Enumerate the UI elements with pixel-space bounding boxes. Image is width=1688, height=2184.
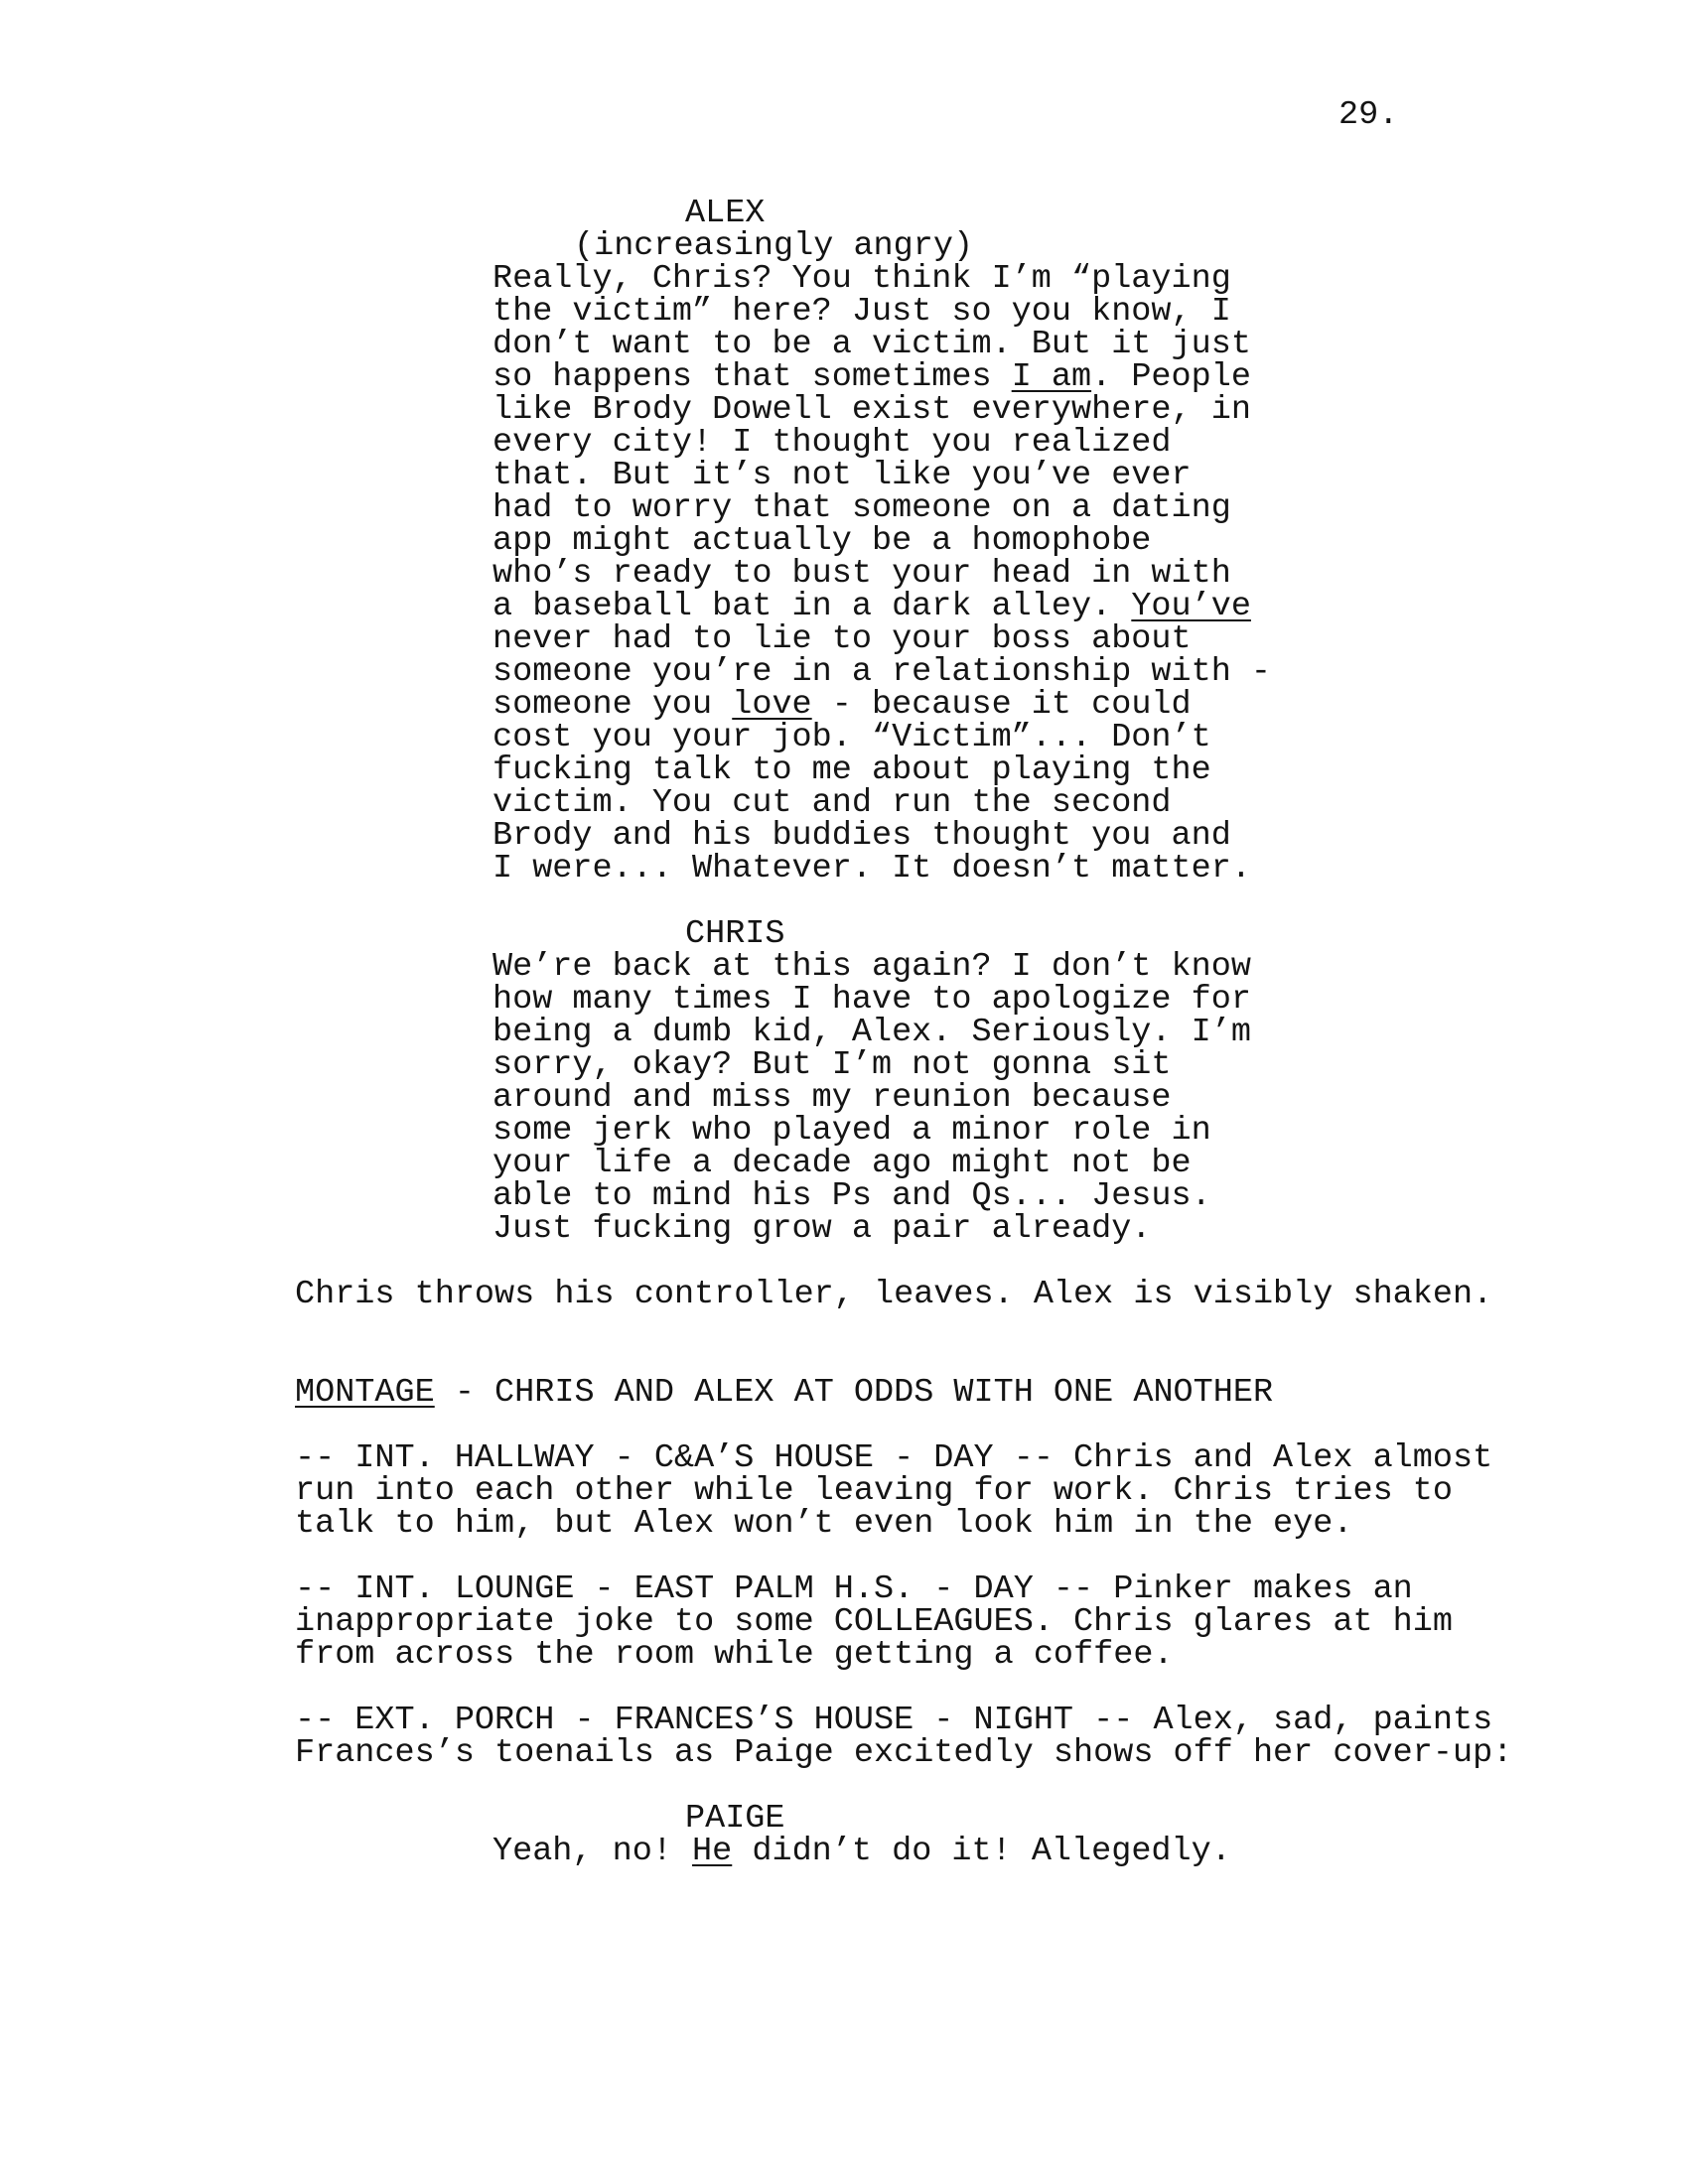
dialogue-line: Just fucking grow a pair already. [492, 1210, 1152, 1248]
underlined-emphasis: I am [1011, 358, 1092, 396]
dialogue-line: your life a decade ago might not be [492, 1145, 1192, 1182]
dialogue-line: Brody and his buddies thought you and [492, 817, 1231, 855]
dialogue-line: around and miss my reunion because [492, 1079, 1172, 1117]
dialogue-line [492, 588, 1251, 625]
dialogue-line: able to mind his Ps and Qs... Jesus. [492, 1177, 1211, 1215]
dialogue-line: never had to lie to your boss about [492, 620, 1192, 658]
character-name-chris: CHRIS [685, 915, 785, 953]
dialogue-line: Really, Chris? You think I’m “playing [492, 260, 1231, 298]
montage-beat-line: run into each other while leaving for work. Chris tries to [295, 1472, 1453, 1510]
dialogue-line: victim. You cut and run the second [492, 784, 1172, 822]
text-run: didn’t do it! Allegedly. [732, 1833, 1231, 1870]
character-name-paige: PAIGE [685, 1800, 785, 1838]
dialogue-line: app might actually be a homophobe [492, 522, 1152, 560]
montage-beat-line: -- INT. HALLWAY - C&A’S HOUSE - DAY -- Chris and Alex almost [295, 1439, 1493, 1477]
dialogue-line: the victim” here? Just so you know, I [492, 293, 1231, 331]
dialogue-line [492, 1833, 1231, 1870]
dialogue-line: someone you’re in a relationship with - [492, 653, 1272, 691]
montage-beat-line: from across the room while getting a coffee. [295, 1636, 1174, 1674]
dialogue-line [492, 358, 1251, 396]
dialogue-line [492, 686, 1192, 724]
dialogue-line: cost you your job. “Victim”... Don’t [492, 719, 1211, 756]
montage-beat-line: -- INT. LOUNGE - EAST PALM H.S. - DAY -- Pinker makes an [295, 1570, 1413, 1608]
dialogue-line: some jerk who played a minor role in [492, 1112, 1211, 1150]
montage-label: MONTAGE [295, 1374, 435, 1412]
parenthetical: (increasingly angry) [574, 227, 974, 265]
underlined-emphasis: love [732, 686, 812, 724]
dialogue-line: sorry, okay? But I’m not gonna sit [492, 1046, 1172, 1084]
page-number: 29. [1338, 96, 1399, 134]
character-name-alex: ALEX [685, 195, 766, 232]
montage-beat-line: talk to him, but Alex won’t even look him in the eye. [295, 1505, 1353, 1543]
text-run: someone you [492, 686, 733, 724]
dialogue-line: fucking talk to me about playing the [492, 751, 1211, 789]
text-run: . People [1091, 358, 1251, 396]
text-run: so happens that sometimes [492, 358, 1012, 396]
dialogue-line: how many times I have to apologize for [492, 981, 1251, 1019]
dialogue-line: that. But it’s not like you’ve ever [492, 457, 1192, 494]
dialogue-line: don’t want to be a victim. But it just [492, 326, 1251, 363]
montage-beat-line: Frances’s toenails as Paige excitedly shows off her cover-up: [295, 1734, 1513, 1772]
action-line: Chris throws his controller, leaves. Alex is visibly shaken. [295, 1276, 1493, 1313]
dialogue-line: like Brody Dowell exist everywhere, in [492, 391, 1251, 429]
text-run: - because it could [811, 686, 1192, 724]
montage-heading [295, 1374, 1274, 1412]
text-run: Yeah, no! [492, 1833, 693, 1870]
montage-beat-line: inappropriate joke to some COLLEAGUES. Chris glares at him [295, 1603, 1453, 1641]
dialogue-line: I were... Whatever. It doesn’t matter. [492, 850, 1251, 887]
montage-beat-line: -- EXT. PORCH - FRANCES’S HOUSE - NIGHT -- Alex, sad, paints [295, 1702, 1493, 1739]
underlined-emphasis: He [692, 1833, 733, 1870]
dialogue-line: We’re back at this again? I don’t know [492, 948, 1251, 986]
dialogue-line: who’s ready to bust your head in with [492, 555, 1231, 593]
underlined-emphasis: You’ve [1131, 588, 1251, 625]
montage-title: - CHRIS AND ALEX AT ODDS WITH ONE ANOTHER [434, 1374, 1274, 1412]
text-run: a baseball bat in a dark alley. [492, 588, 1132, 625]
dialogue-line: being a dumb kid, Alex. Seriously. I’m [492, 1014, 1251, 1051]
dialogue-line: every city! I thought you realized [492, 424, 1172, 462]
dialogue-line: had to worry that someone on a dating [492, 489, 1231, 527]
